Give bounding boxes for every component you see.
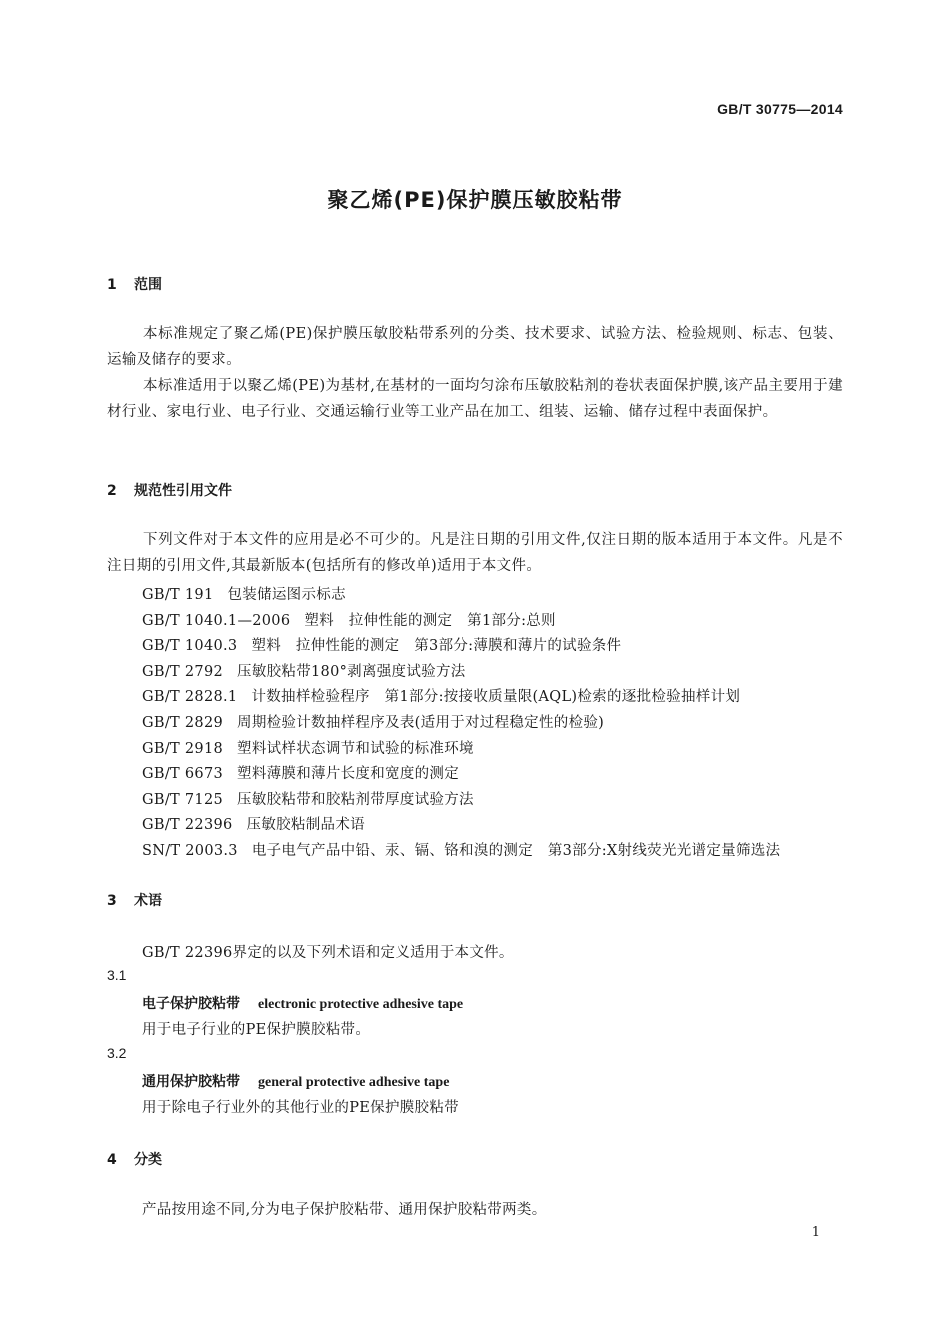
reference-code: GB/T 22396 — [142, 817, 233, 833]
reference-item — [142, 788, 474, 809]
reference-code: GB/T 1040.1—2006 — [142, 613, 291, 629]
reference-item — [142, 583, 346, 604]
reference-item — [142, 813, 365, 834]
term-english: general protective adhesive tape — [258, 1075, 450, 1090]
section-number: 3 — [107, 893, 117, 909]
reference-item — [142, 762, 459, 783]
term-number: 3.2 — [107, 1045, 127, 1061]
classification-text: 产品按用途不同,分为电子保护胶粘带、通用保护胶粘带两类。 — [142, 1202, 547, 1218]
section-number: 4 — [107, 1152, 117, 1168]
reference-code: GB/T 2792 — [142, 664, 224, 680]
reference-item — [142, 685, 740, 706]
terms-intro: GB/T 22396界定的以及下列术语和定义适用于本文件。 — [142, 945, 514, 961]
reference-item — [142, 660, 466, 681]
scope-paragraph-1: 本标准规定了聚乙烯(PE)保护膜压敏胶粘带系列的分类、技术要求、试验方法、检验规则、标志、包装、运输及储存的要求。 — [107, 326, 843, 368]
reference-code: GB/T 2918 — [142, 741, 224, 757]
reference-item — [142, 634, 621, 655]
section-2-heading — [107, 480, 232, 500]
reference-code: GB/T 1040.3 — [142, 638, 238, 654]
term-entry — [142, 1071, 449, 1091]
reference-title: 压敏胶粘带180°剥离强度试验方法 — [237, 664, 466, 680]
reference-code: GB/T 6673 — [142, 766, 224, 782]
reference-title: 周期检验计数抽样程序及表(适用于对过程稳定性的检验) — [237, 715, 605, 731]
term-definition: 用于除电子行业外的其他行业的PE保护膜胶粘带 — [142, 1100, 459, 1116]
reference-code: GB/T 2828.1 — [142, 689, 238, 705]
section-4-heading — [107, 1149, 162, 1169]
reference-code: SN/T 2003.3 — [142, 843, 238, 859]
section-number: 1 — [107, 277, 117, 293]
section-title: 分类 — [134, 1152, 162, 1168]
term-chinese: 通用保护胶粘带 — [142, 1074, 240, 1090]
term-chinese: 电子保护胶粘带 — [142, 996, 240, 1012]
section-1-heading — [107, 274, 162, 294]
reference-item — [142, 609, 556, 630]
reference-title: 包装储运图示标志 — [227, 587, 346, 603]
reference-code: GB/T 2829 — [142, 715, 224, 731]
reference-title: 塑料试样状态调节和试验的标准环境 — [237, 741, 474, 757]
normative-references-intro: 下列文件对于本文件的应用是必不可少的。凡是注日期的引用文件,仅注日期的版本适用于本文件。凡是不注日期的引用文件,其最新版本(包括所有的修改单)适用于本文件。 — [107, 532, 843, 574]
section-3-heading — [107, 890, 162, 910]
reference-title: 塑料 拉伸性能的测定 第1部分:总则 — [304, 613, 556, 629]
document-title: 聚乙烯(PE)保护膜压敏胶粘带 — [327, 188, 623, 212]
section-number: 2 — [107, 483, 117, 499]
reference-title: 计数抽样检验程序 第1部分:按接收质量限(AQL)检索的逐批检验抽样计划 — [251, 689, 741, 705]
reference-title: 塑料薄膜和薄片长度和宽度的测定 — [237, 766, 460, 782]
section-title: 规范性引用文件 — [134, 483, 232, 499]
reference-item — [142, 711, 604, 732]
reference-title: 塑料 拉伸性能的测定 第3部分:薄膜和薄片的试验条件 — [251, 638, 622, 654]
reference-title: 压敏胶粘制品术语 — [246, 817, 365, 833]
term-number: 3.1 — [107, 967, 127, 983]
section-title: 术语 — [134, 893, 162, 909]
reference-code: GB/T 7125 — [142, 792, 224, 808]
standard-code: GB/T 30775—2014 — [717, 101, 843, 117]
section-title: 范围 — [134, 277, 162, 293]
scope-paragraph-2: 本标准适用于以聚乙烯(PE)为基材,在基材的一面均匀涂布压敏胶粘剂的卷状表面保护膜,该产品主要用于建材行业、家电行业、电子行业、交通运输行业等工业产品在加工、组装、运输、储存过程中表面保护。 — [107, 378, 843, 420]
page-number: 1 — [811, 1225, 820, 1240]
reference-item — [142, 737, 474, 758]
reference-title: 电子电气产品中铅、汞、镉、铬和溴的测定 第3部分:X射线荧光光谱定量筛选法 — [251, 843, 781, 859]
term-definition: 用于电子行业的PE保护膜胶粘带。 — [142, 1022, 371, 1038]
term-entry — [142, 993, 463, 1013]
reference-title: 压敏胶粘带和胶粘剂带厚度试验方法 — [237, 792, 474, 808]
reference-item — [142, 839, 780, 860]
term-english: electronic protective adhesive tape — [258, 997, 464, 1012]
reference-code: GB/T 191 — [142, 587, 214, 603]
